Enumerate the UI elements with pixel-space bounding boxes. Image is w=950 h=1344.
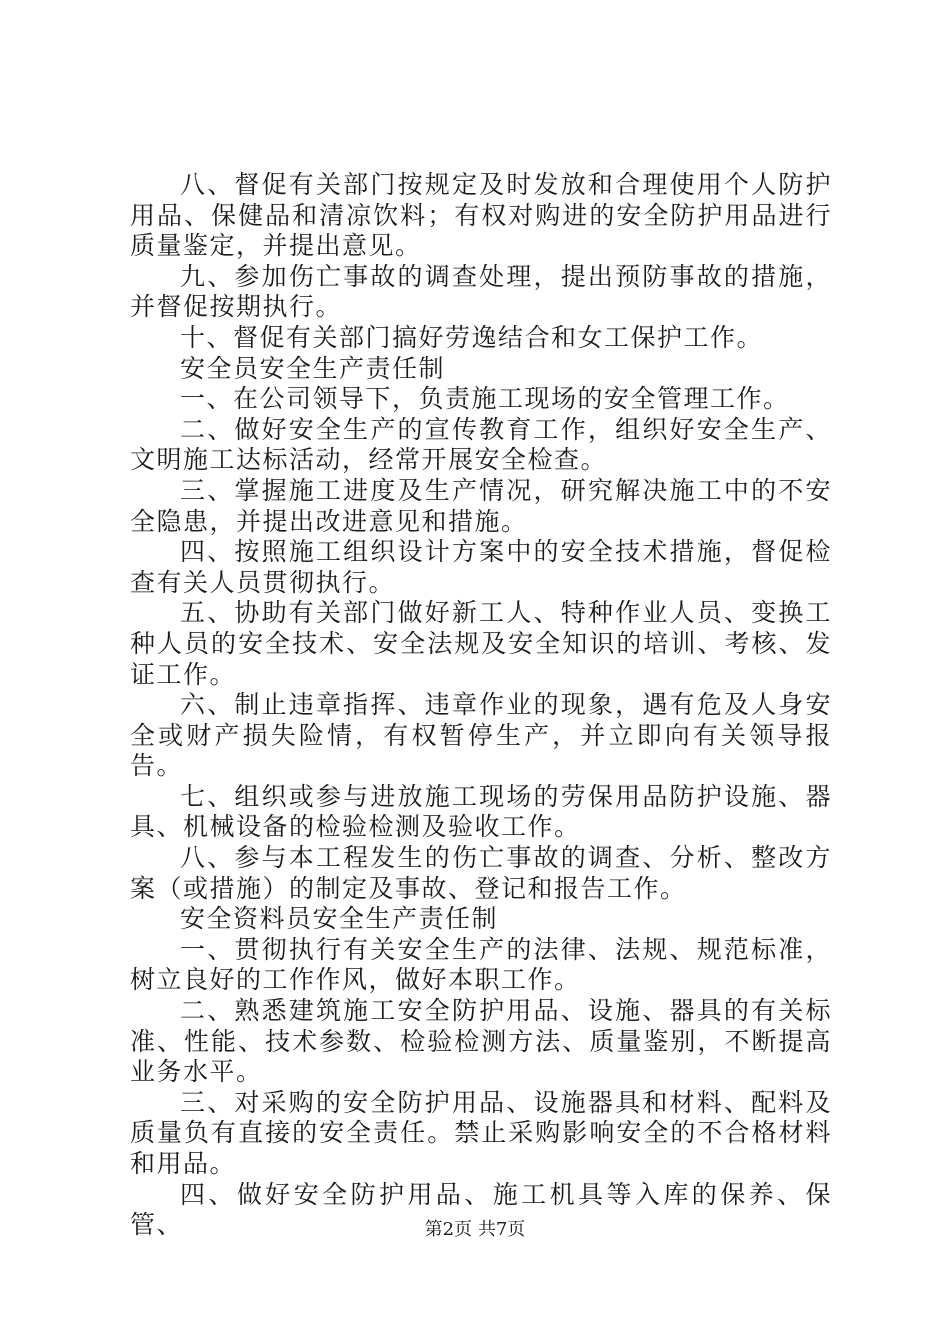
paragraph-clerk-4: 四、做好安全防护用品、施工机具等入库的保养、保管、 xyxy=(130,1179,832,1240)
paragraph-officer-2: 二、做好安全生产的宣传教育工作，组织好安全生产、文明施工达标活动，经常开展安全检查。 xyxy=(130,414,832,475)
paragraph-clerk-2: 二、熟悉建筑施工安全防护用品、设施、器具的有关标准、性能、技术参数、检验检测方法、质量鉴别，不断提高业务水平。 xyxy=(130,996,832,1087)
paragraph-clerk-3: 三、对采购的安全防护用品、设施器具和材料、配料及质量负有直接的安全责任。禁止采购影响安全的不合格材料和用品。 xyxy=(130,1087,832,1178)
paragraph-officer-3: 三、掌握施工进度及生产情况，研究解决施工中的不安全隐患，并提出改进意见和措施。 xyxy=(130,475,832,536)
paragraph-clerk-1: 一、贯彻执行有关安全生产的法律、法规、规范标准，树立良好的工作作风，做好本职工作。 xyxy=(130,934,832,995)
paragraph-officer-5: 五、协助有关部门做好新工人、特种作业人员、变换工种人员的安全技术、安全法规及安全知识的培训、考核、发证工作。 xyxy=(130,598,832,689)
paragraph-shi-female-worker-protection: 十、督促有关部门搞好劳逸结合和女工保护工作。 xyxy=(180,322,764,352)
document-body xyxy=(130,170,832,1241)
paragraph-officer-7: 七、组织或参与进放施工现场的劳保用品防护设施、器具、机械设备的检验检测及验收工作。 xyxy=(130,781,832,842)
page-number-footer: 第2页 共7页 xyxy=(424,1219,526,1240)
paragraph-jiu-accident-investigation: 九、参加伤亡事故的调查处理，提出预防事故的措施，并督促按期执行。 xyxy=(130,261,832,322)
paragraph-officer-1: 一、在公司领导下，负责施工现场的安全管理工作。 xyxy=(180,384,790,414)
paragraph-officer-6: 六、制止违章指挥、违章作业的现象，遇有危及人身安全或财产损失险情，有权暂停生产，并立即向有关领导报告。 xyxy=(130,690,832,781)
paragraph-ba-dupromote-protective-gear: 八、督促有关部门按规定及时发放和合理使用个人防护用品、保健品和清凉饮料；有权对购进的安全防护用品进行质量鉴定，并提出意见。 xyxy=(130,170,832,261)
section-heading-safety-officer: 安全员安全生产责任制 xyxy=(180,353,446,383)
paragraph-officer-8: 八、参与本工程发生的伤亡事故的调查、分析、整改方案（或措施）的制定及事故、登记和报告工作。 xyxy=(130,843,832,903)
section-heading-safety-records-clerk: 安全资料员安全生产责任制 xyxy=(180,904,499,934)
paragraph-officer-4: 四、按照施工组织设计方案中的安全技术措施，督促检查有关人员贯彻执行。 xyxy=(130,537,832,597)
